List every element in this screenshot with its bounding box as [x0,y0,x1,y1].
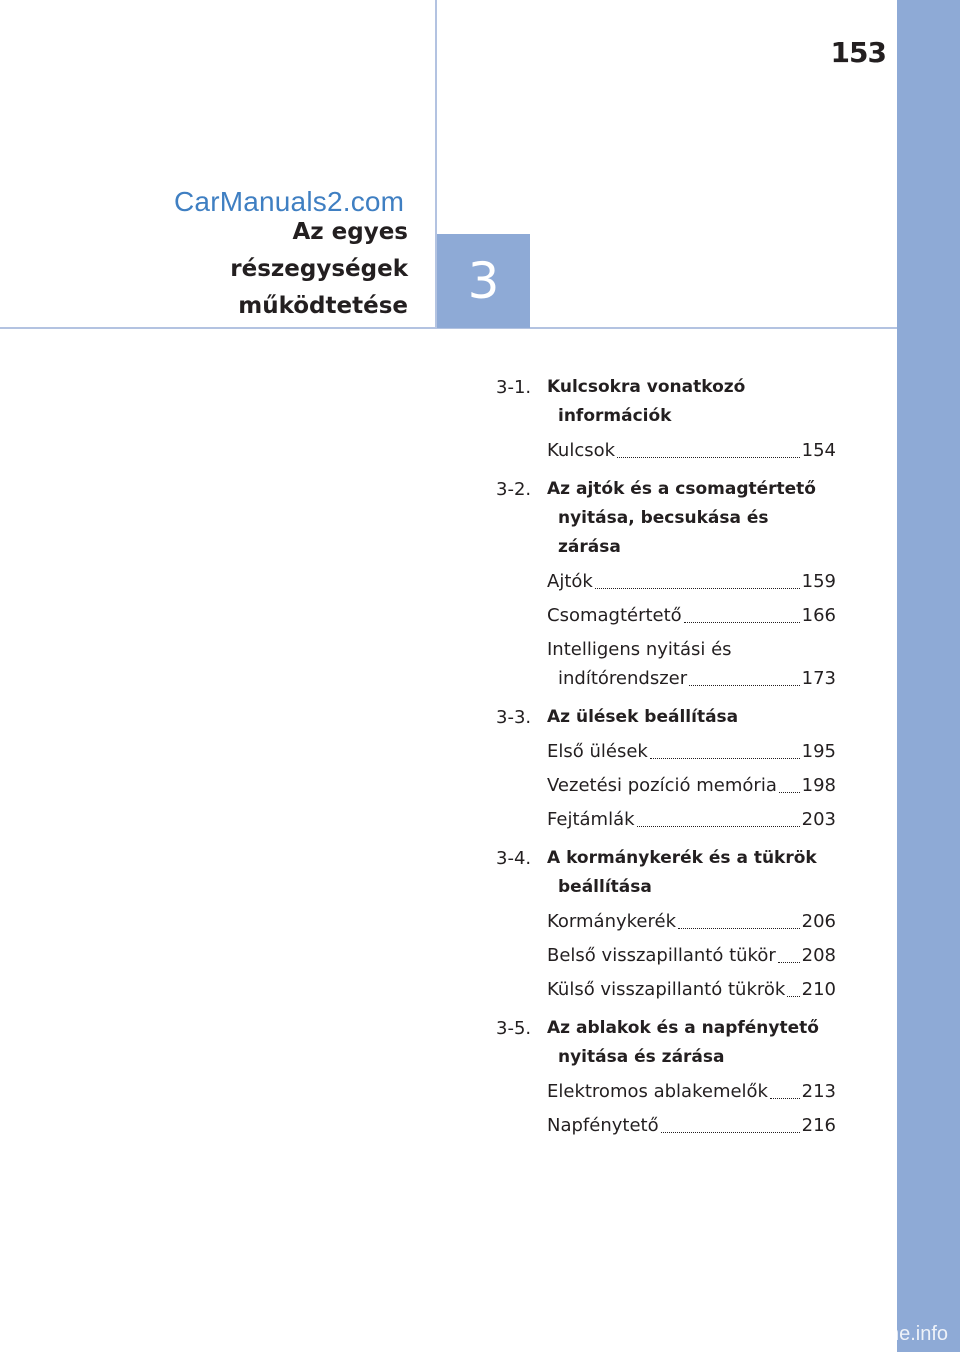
chapter-title-line: Az egyes [292,219,408,245]
chapter-side-tab [897,0,960,1352]
dot-leader [678,928,800,929]
entry-page: 210 [801,979,836,1000]
dot-leader [787,996,799,997]
section-title [547,373,836,431]
watermark-logo: CarManuals2.com [168,186,410,218]
dot-leader [661,1132,800,1133]
chapter-title-line: részegységek [230,256,408,282]
section-title [547,844,836,902]
section-title-line: információk [558,406,672,426]
entry-page: 195 [801,741,836,762]
toc-section [496,844,836,1004]
dot-leader [637,826,800,827]
toc-entry[interactable] [547,737,836,766]
chapter-title-line: működtetése [238,293,408,319]
section-title-line: A kormánykerék és a tükrök [547,848,817,868]
section-heading[interactable] [496,703,836,732]
dot-leader [595,588,800,589]
section-title-line: beállítása [558,877,652,897]
section-title [547,1014,836,1072]
toc-entry[interactable] [547,771,836,800]
section-title-line: Az ablakok és a napfénytető [547,1018,819,1038]
entry-label: indítórendszer [558,668,688,689]
dot-leader [689,685,800,686]
section-title [547,703,836,732]
entry-page: 154 [801,440,836,461]
toc-entry[interactable] [547,635,836,693]
entry-page: 166 [801,605,836,626]
dot-leader [779,792,800,793]
entry-line [547,664,836,693]
section-heading[interactable] [496,475,836,562]
toc-entry[interactable] [547,805,836,834]
entry-page: 159 [801,571,836,592]
section-title-line: nyitása, becsukása és zárása [558,508,769,557]
toc-entry[interactable] [547,975,836,1004]
chapter-title [230,214,408,325]
section-number: 3-1. [496,377,532,398]
section-title-line: nyitása és zárása [558,1047,725,1067]
entry-label: Ajtók [547,571,593,592]
entry-page: 208 [801,945,836,966]
toc-entry[interactable] [547,567,836,596]
section-heading[interactable] [496,1014,836,1072]
section-title-line: Az ajtók és a csomagtértető [547,479,816,499]
dot-leader [778,962,800,963]
chapter-number-box [437,234,530,328]
toc-entry[interactable] [547,1111,836,1140]
section-title-line: Az ülések beállítása [547,707,739,727]
dot-leader [684,622,800,623]
entry-label: Első ülések [547,741,648,762]
toc-section [496,475,836,693]
section-title [547,475,836,562]
section-number: 3-2. [496,479,532,500]
dot-leader [650,758,800,759]
toc-section [496,703,836,834]
table-of-contents [496,373,836,1150]
toc-entry[interactable] [547,601,836,630]
entry-label: Csomagtértető [547,605,682,626]
entry-label: Kulcsok [547,440,616,461]
entry-label: Elektromos ablakemelők [547,1081,768,1102]
toc-section [496,1014,836,1140]
chapter-number: 3 [467,252,500,310]
entry-label: Belső visszapillantó tükör [547,945,776,966]
dot-leader [617,457,800,458]
entry-page: 198 [801,775,836,796]
entry-label: Kormánykerék [547,911,676,932]
entry-label: Napfénytető [547,1115,659,1136]
section-number: 3-3. [496,707,532,728]
entry-label: Fejtámlák [547,809,635,830]
page-number: 153 [830,36,886,69]
toc-entry[interactable] [547,941,836,970]
toc-entry[interactable] [547,907,836,936]
toc-entry[interactable] [547,1077,836,1106]
section-heading[interactable] [496,844,836,902]
entry-label: Intelligens nyitási és [547,639,732,660]
section-number: 3-5. [496,1018,532,1039]
entry-label: Vezetési pozíció memória [547,775,777,796]
entry-page: 203 [801,809,836,830]
section-number: 3-4. [496,848,532,869]
entry-page: 206 [801,911,836,932]
entry-page: 216 [801,1115,836,1136]
entry-page: 213 [801,1081,836,1102]
dot-leader [770,1098,800,1099]
toc-section [496,373,836,465]
toc-entry[interactable] [547,436,836,465]
bottom-watermark: carmanualsonline.info [753,1323,948,1345]
section-title-line: Kulcsokra vonatkozó [547,377,746,397]
entry-page: 173 [801,668,836,689]
section-heading[interactable] [496,373,836,431]
entry-label: Külső visszapillantó tükrök [547,979,786,1000]
